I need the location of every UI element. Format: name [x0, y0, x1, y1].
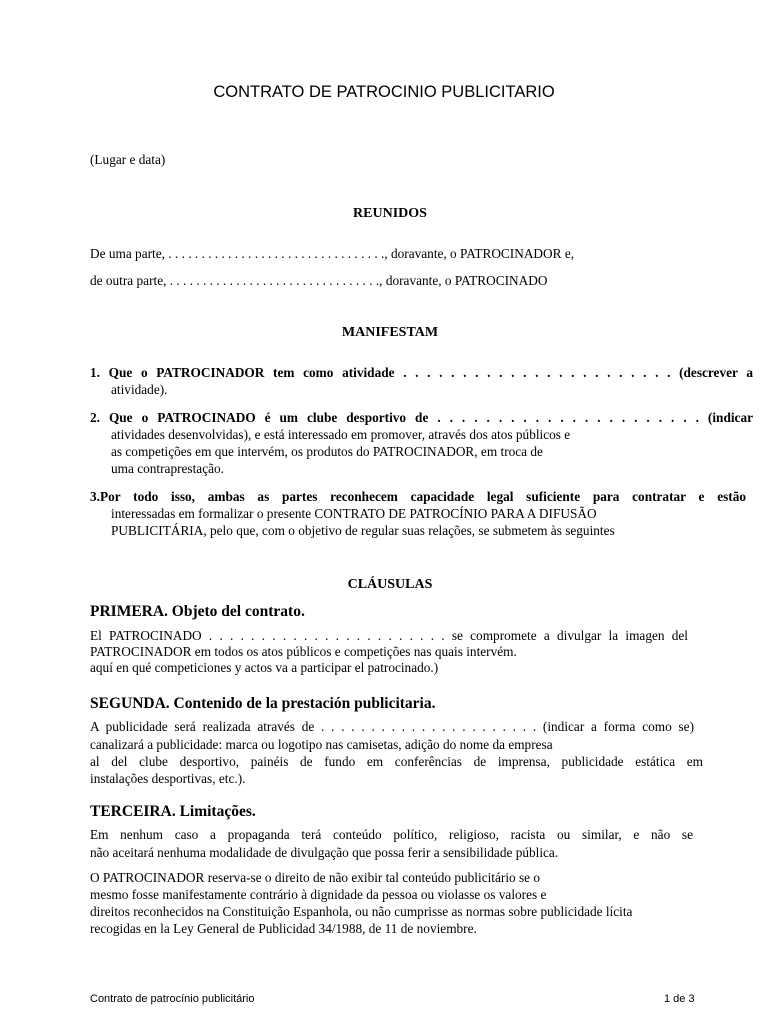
clause-terceira-para-1-line-1: Em nenhum caso a propaganda terá conteúdo político, religioso, racista ou similar, e não se: [90, 827, 693, 842]
manifestam-item-2-line-2: atividades desenvolvidas), e está interessado em promover, através dos atos públicos e: [111, 427, 571, 442]
clause-terceira-para-2-line-3: direitos reconhecidos na Constituição Espanhola, ou não cumprisse as normas sobre publicidade lícita: [90, 904, 633, 919]
manifestam-item-2-line-3: as competições em que intervém, os produtos do PATROCINADOR, em troca de: [111, 444, 543, 459]
clause-terceira-para-2-line-4: recogidas en la Ley General de Publicidad 34/1988, de 11 de noviembre.: [90, 921, 477, 936]
clause-primera-line-2: PATROCINADOR em todos os atos públicos e competições nas quais intervém.: [90, 644, 517, 659]
clause-primera-heading: PRIMERA. Objeto del contrato.: [90, 603, 305, 620]
clause-terceira-para-2-line-1: O PATROCINADOR reserva-se o direito de não exibir tal conteúdo publicitário se o: [90, 870, 541, 885]
clause-segunda-line-1: A publicidade será realizada através de . . . . . . . . . . . . . . . . . . . . . . (indicar a forma como se): [90, 719, 694, 734]
reunidos-line-1: De uma parte, . . . . . . . . . . . . . . . . . . . . . . . . . . . . . . . . ., doravante, o PATROCINADOR e,: [90, 246, 575, 261]
manifestam-heading: MANIFESTAM: [341, 325, 439, 340]
clause-segunda-line-3: al del clube desportivo, painéis de fundo em conferências de imprensa, publicidade estática em: [90, 754, 703, 769]
footer-page-number: 1 de 3: [664, 993, 695, 1005]
manifestam-item-2-line-4: uma contraprestação.: [111, 461, 224, 476]
manifestam-item-1-line-2: atividade).: [111, 382, 168, 397]
manifestam-item-3-line-2: interessadas em formalizar o presente CONTRATO DE PATROCÍNIO PARA A DIFUSÃO: [111, 506, 597, 521]
document-title: CONTRATO DE PATROCINIO PUBLICITARIO: [213, 83, 555, 101]
clause-primera-line-3: aquí en qué competiciones y actos va a participar el patrocinado.): [90, 660, 439, 675]
manifestam-item-3-line-1: 3.Por todo isso, ambas as partes reconhecem capacidade legal suficiente para contratar e estão: [90, 489, 746, 504]
clause-terceira-heading: TERCEIRA. Limitações.: [90, 803, 256, 820]
clause-segunda-line-4: instalações desportivas, etc.).: [90, 771, 246, 786]
clause-segunda-heading: SEGUNDA. Contenido de la prestación publicitaria.: [90, 695, 436, 712]
manifestam-item-1-line-1: 1. Que o PATROCINADOR tem como atividade . . . . . . . . . . . . . . . . . . . . . . . (descrever a: [90, 365, 753, 380]
reunidos-line-2: de outra parte, . . . . . . . . . . . . . . . . . . . . . . . . . . . . . . . ., doravante, o PATROCINADO: [90, 273, 548, 288]
clausulas-heading: CLÁUSULAS: [347, 577, 433, 592]
clause-primera-line-1: El PATROCINADO . . . . . . . . . . . . . . . . . . . . . . . se compromete a divulgar la imagen del: [90, 628, 688, 643]
reunidos-heading: REUNIDOS: [353, 206, 427, 221]
clause-terceira-para-1-line-2: não aceitará nenhuma modalidade de divulgação que possa ferir a sensibilidade pública.: [90, 845, 559, 860]
clause-segunda-line-2: canalizará a publicidade: marca ou logotipo nas camisetas, adição do nome da empresa: [90, 737, 553, 752]
footer-document-name: Contrato de patrocínio publicitário: [90, 993, 255, 1005]
place-date: (Lugar e data): [90, 152, 166, 167]
manifestam-item-2-line-1: 2. Que o PATROCINADO é um clube desportivo de . . . . . . . . . . . . . . . . . . . . . . (indicar: [90, 410, 753, 425]
manifestam-item-3-line-3: PUBLICITÁRIA, pelo que, com o objetivo de regular suas relações, se submetem às seguintes: [111, 523, 615, 538]
clause-terceira-para-2-line-2: mesmo fosse manifestamente contrário à dignidade da pessoa ou violasse os valores e: [90, 887, 547, 902]
